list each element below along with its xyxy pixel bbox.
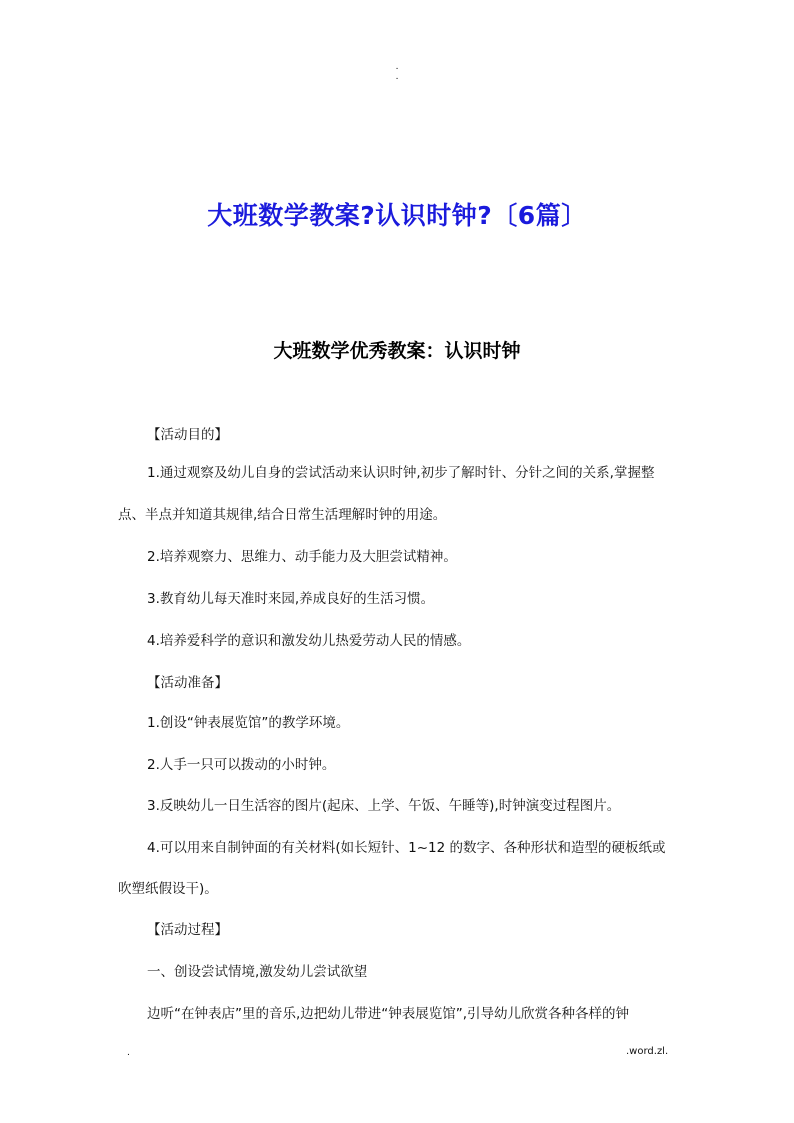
paragraph-line: 4.培养爱科学的意识和激发幼儿热爱劳动人民的情感。 bbox=[147, 633, 471, 649]
paragraph-line: 吹塑纸假设干)。 bbox=[118, 881, 218, 897]
paragraph-line: 点、半点并知道其规律,结合日常生活理解时钟的用途。 bbox=[118, 507, 447, 523]
paragraph-line: 一、创设尝试情境,激发幼儿尝试欲望 bbox=[147, 964, 368, 980]
document-title: 大班数学教案?认识时钟?〔6篇〕 bbox=[207, 201, 587, 230]
paragraph-line: 2.培养观察力、思维力、动手能力及大胆尝试精神。 bbox=[147, 549, 457, 565]
paragraph-line: 2.人手一只可以拨动的小时钟。 bbox=[147, 757, 336, 773]
footer-right: .word.zl. bbox=[626, 1046, 669, 1057]
header-mark: . . bbox=[395, 62, 399, 82]
paragraph-line: 1.通过观察及幼儿自身的尝试活动来认识时钟,初步了解时针、分针之间的关系,掌握整 bbox=[147, 465, 655, 481]
paragraph-line: 边听“在钟表店”里的音乐,边把幼儿带进“钟表展览馆”,引导幼儿欣赏各种各样的钟 bbox=[147, 1006, 630, 1022]
paragraph-line: 1.创设“钟表展览馆”的教学环境。 bbox=[147, 715, 350, 731]
footer-left: . bbox=[127, 1048, 130, 1058]
paragraph-line: 3.反映幼儿一日生活容的图片(起床、上学、午饭、午睡等),时钟演变过程图片。 bbox=[147, 798, 621, 814]
paragraph-line: 4.可以用来自制钟面的有关材料(如长短针、1~12 的数字、各种形状和造型的硬板纸或 bbox=[147, 840, 666, 856]
section-label-prep: 【活动准备】 bbox=[147, 675, 228, 691]
section-label-process: 【活动过程】 bbox=[147, 922, 228, 938]
paragraph-line: 3.教育幼儿每天准时来园,养成良好的生活习惯。 bbox=[147, 591, 435, 607]
section-label-goals: 【活动目的】 bbox=[147, 427, 228, 443]
section-heading: 大班数学优秀教案：认识时钟 bbox=[273, 340, 521, 362]
